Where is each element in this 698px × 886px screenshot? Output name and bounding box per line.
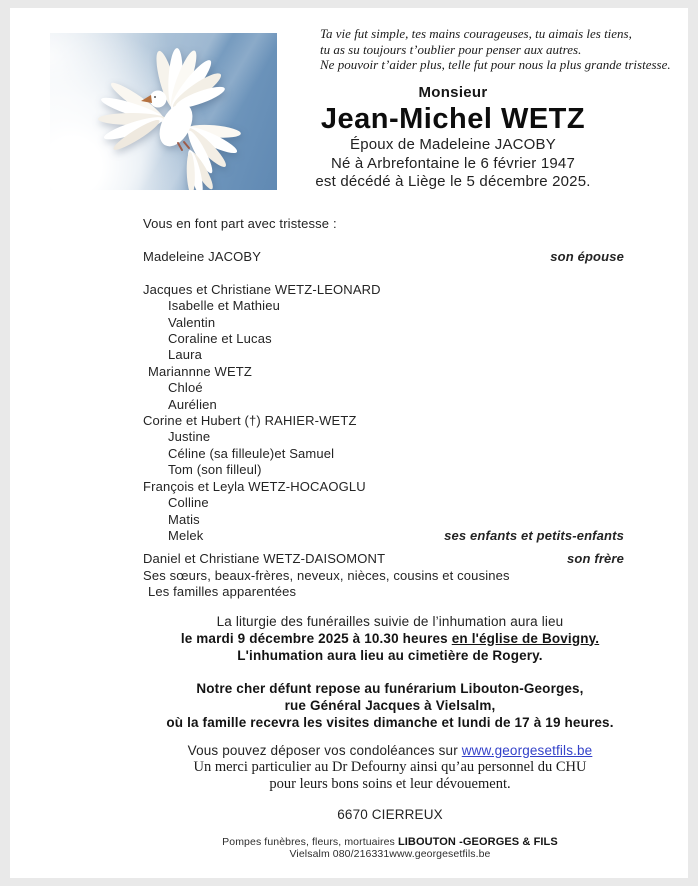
- quote-line: Ta vie fut simple, tes mains courageuses, tu aimais les tiens,: [320, 26, 632, 41]
- ceremony-details: [143, 613, 637, 664]
- spouse-line: Époux de Madeleine JACOBY: [350, 136, 556, 153]
- thanks-line-2: pour leurs bons soins et leur dévouement.: [269, 776, 511, 793]
- funeral-home-name: LIBOUTON -GEORGES & FILS: [397, 835, 558, 848]
- quote-line: tu as su toujours t’oublier pour penser aux autres.: [320, 41, 582, 57]
- family-member: Isabelle et Mathieu: [168, 298, 280, 314]
- family-row: [143, 551, 637, 567]
- family-member: Madeleine JACOBY: [143, 249, 262, 265]
- ceremony-line-2: le mardi 9 décembre 2025 à 10.30 heures en l'église de Bovigny.: [180, 630, 600, 646]
- family-member: Valentin: [168, 314, 216, 330]
- deceased-name: Jean-Michel WETZ: [320, 103, 586, 135]
- funeral-home-contact: Vielsalm 080/216331www.georgesetfils.be: [289, 848, 491, 861]
- family-member: Daniel et Christiane WETZ-DAISOMONT: [143, 551, 386, 567]
- announcement-body: [143, 216, 637, 861]
- honorific: Monsieur: [418, 84, 488, 101]
- family-member: Colline: [168, 495, 209, 511]
- announcement-intro: Vous en font part avec tristesse :: [143, 216, 337, 231]
- deceased-header: [275, 84, 631, 191]
- funeral-home-footer: [143, 836, 637, 861]
- condolences-website-link[interactable]: www.georgesetfils.be: [461, 742, 593, 758]
- family-member: Matis: [168, 511, 200, 527]
- family-member: Les familles apparentées: [148, 584, 297, 600]
- family-member: Tom (son filleul): [168, 462, 262, 478]
- relation-label: son frère: [567, 551, 624, 567]
- quote-line: Ne pouvoir t’aider plus, telle fut pour nous la plus grande tristesse.: [320, 57, 671, 72]
- relation-label: son épouse: [550, 249, 624, 265]
- repose-line-1: Notre cher défunt repose au funérarium Libouton-Georges,: [196, 680, 584, 696]
- family-member: Céline (sa filleule)et Samuel: [168, 445, 335, 461]
- dove-photo: [50, 33, 277, 190]
- family-member: François et Leyla WETZ-HOCAOGLU: [143, 478, 366, 494]
- family-row: [143, 249, 637, 265]
- funeral-home-line: Pompes funèbres, fleurs, mortuaires LIBOUTON -GEORGES & FILS: [222, 835, 558, 848]
- family-member: Melek: [168, 527, 204, 543]
- family-member: Coraline et Lucas: [168, 331, 272, 347]
- family-row: [143, 528, 637, 544]
- birth-line: Né à Arbrefontaine le 6 février 1947: [330, 154, 575, 172]
- epitaph-quote: [320, 26, 672, 73]
- repose-line-2: rue Général Jacques à Vielsalm,: [284, 697, 496, 713]
- ceremony-line-1: La liturgie des funérailles suivie de l’inhumation aura lieu: [216, 613, 564, 629]
- dove-illustration: [50, 33, 277, 190]
- family-member: Justine: [168, 429, 211, 445]
- family-member: Jacques et Christiane WETZ-LEONARD: [143, 281, 381, 297]
- repose-details: [143, 680, 637, 731]
- family-member: Laura: [168, 347, 202, 363]
- family-member: Aurélien: [168, 396, 217, 412]
- relation-label: ses enfants et petits-enfants: [444, 527, 624, 543]
- ceremony-line-3: L'inhumation aura lieu au cimetière de Rogery.: [237, 647, 543, 663]
- condolences-block: [143, 742, 637, 794]
- thanks-line-1: Un merci particulier au Dr Defourny ainsi qu’au personnel du CHU: [193, 758, 587, 775]
- family-member: Mariannne WETZ: [148, 363, 252, 379]
- family-member: Ses sœurs, beaux-frères, neveux, nièces, cousins et cousines: [143, 567, 510, 583]
- repose-line-3: où la famille recevra les visites dimanche et lundi de 17 à 19 heures.: [166, 714, 614, 730]
- church-location: en l'église de Bovigny.: [451, 630, 600, 646]
- address-line: 6670 CIERREUX: [337, 806, 443, 822]
- family-member: Chloé: [168, 380, 203, 396]
- family-member: Corine et Hubert (†) RAHIER-WETZ: [143, 413, 357, 429]
- condolences-line: Vous pouvez déposer vos condoléances sur www.georgesetfils.be: [187, 742, 593, 758]
- death-line: est décédé à Liège le 5 décembre 2025.: [315, 173, 591, 190]
- memorial-card-page: [10, 8, 688, 878]
